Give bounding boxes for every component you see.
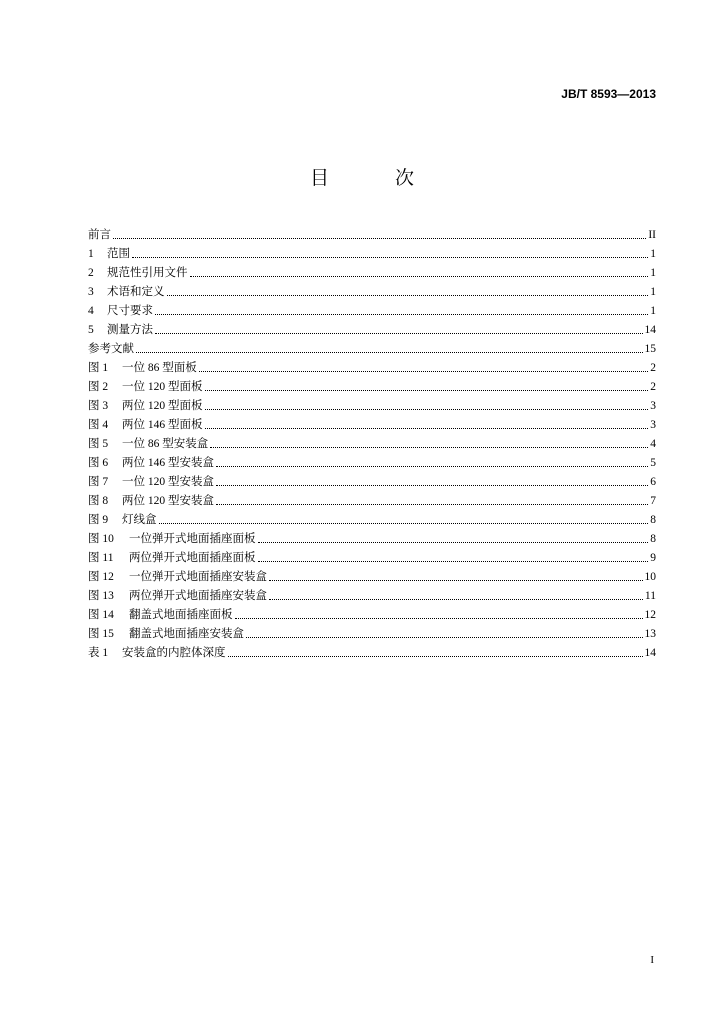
toc-entry-number: 图 15: [88, 628, 114, 640]
toc-entry-text: 一位 120 型面板: [122, 381, 203, 393]
toc-entry-label: [88, 362, 197, 375]
toc-entry-text: 尺寸要求: [107, 305, 153, 317]
toc-entry-text: 一位 120 型安装盒: [122, 476, 214, 488]
dot-leader: [269, 598, 643, 600]
toc-entry-page: 15: [644, 343, 656, 355]
toc-entry-label: [88, 590, 267, 603]
toc-entry-label: [88, 514, 157, 527]
toc-entry-page: 8: [650, 533, 656, 545]
dot-leader: [113, 237, 646, 239]
toc-entry-label: [88, 628, 244, 641]
toc-entry-label: [88, 248, 130, 261]
toc-entry-number: 图 10: [88, 533, 114, 545]
toc-entry-label: [88, 438, 208, 451]
toc-entry-page: 7: [650, 495, 656, 507]
toc-entry-label: [88, 647, 226, 660]
toc-entry-page: 5: [650, 457, 656, 469]
toc-entry-page: 6: [650, 476, 656, 488]
toc-entry-number: 图 12: [88, 571, 114, 583]
toc-entry[interactable]: [88, 261, 656, 280]
page-number: I: [650, 954, 654, 966]
dot-leader: [199, 370, 649, 372]
toc-entry-number: 图 6: [88, 457, 109, 469]
toc-entry-text: 术语和定义: [107, 286, 165, 298]
toc-entry-page: 13: [644, 628, 656, 640]
toc-entry-label: [88, 457, 214, 470]
toc-list: [88, 223, 656, 660]
toc-entry-page: 9: [650, 552, 656, 564]
toc-entry-label: [88, 286, 165, 299]
toc-entry-text: 测量方法: [107, 324, 153, 336]
toc-entry-text: 范围: [107, 248, 130, 260]
dot-leader: [258, 541, 649, 543]
toc-entry-label: [88, 476, 214, 489]
dot-leader: [246, 636, 643, 638]
toc-entry[interactable]: [88, 356, 656, 375]
toc-entry-page: 3: [650, 400, 656, 412]
toc-entry-page: 3: [650, 419, 656, 431]
toc-title: 目 次: [309, 167, 445, 189]
toc-entry-number: 图 8: [88, 495, 109, 507]
toc-entry-page: 4: [650, 438, 656, 450]
toc-entry-page: 1: [650, 267, 656, 279]
toc-entry-number: 1: [88, 248, 94, 260]
toc-entry[interactable]: [88, 299, 656, 318]
toc-entry[interactable]: [88, 527, 656, 546]
toc-entry-label: [88, 552, 256, 565]
toc-entry-page: 1: [650, 248, 656, 260]
toc-entry[interactable]: [88, 584, 656, 603]
toc-entry-number: 图 3: [88, 400, 109, 412]
toc-entry-number: 5: [88, 324, 94, 336]
toc-entry-text: 两位弹开式地面插座面板: [129, 552, 256, 564]
toc-entry-number: 图 2: [88, 381, 109, 393]
toc-entry-page: II: [648, 229, 656, 241]
toc-entry-text: 两位 146 型面板: [122, 419, 203, 431]
toc-entry[interactable]: [88, 432, 656, 451]
toc-entry-number: 图 9: [88, 514, 109, 526]
toc-entry-number: 2: [88, 267, 94, 279]
toc-entry-number: 图 13: [88, 590, 114, 602]
toc-entry[interactable]: [88, 223, 656, 242]
toc-entry-text: 一位 86 型安装盒: [122, 438, 209, 450]
dot-leader: [132, 256, 648, 258]
toc-entry-text: 前言: [88, 229, 111, 241]
toc-entry-text: 两位 146 型安装盒: [122, 457, 214, 469]
toc-entry-number: 图 5: [88, 438, 109, 450]
toc-entry-label: [88, 609, 233, 622]
standard-code: JB/T 8593—2013: [561, 87, 656, 101]
toc-entry-number: 表 1: [88, 647, 109, 659]
dot-leader: [167, 294, 649, 296]
toc-entry-number: 图 1: [88, 362, 109, 374]
toc-entry-number: 图 11: [88, 552, 114, 564]
toc-entry-label: [88, 229, 111, 242]
dot-leader: [155, 332, 643, 334]
dot-leader: [136, 351, 643, 353]
toc-entry-page: 14: [644, 324, 656, 336]
toc-entry-number: 图 14: [88, 609, 114, 621]
dot-leader: [269, 579, 643, 581]
toc-entry-text: 翻盖式地面插座安装盒: [129, 628, 244, 640]
toc-entry-text: 一位 86 型面板: [122, 362, 197, 374]
toc-entry-text: 一位弹开式地面插座面板: [129, 533, 256, 545]
toc-entry-text: 两位 120 型安装盒: [122, 495, 214, 507]
toc-entry[interactable]: [88, 470, 656, 489]
toc-entry-label: [88, 495, 214, 508]
toc-entry-number: 图 7: [88, 476, 109, 488]
toc-entry[interactable]: [88, 280, 656, 299]
toc-entry-text: 安装盒的内腔体深度: [122, 647, 226, 659]
dot-leader: [205, 427, 649, 429]
toc-entry-text: 灯线盒: [122, 514, 157, 526]
toc-entry-text: 两位弹开式地面插座安装盒: [129, 590, 267, 602]
toc-entry[interactable]: [88, 337, 656, 356]
toc-entry-label: [88, 343, 134, 356]
toc-entry-label: [88, 267, 188, 280]
toc-entry[interactable]: [88, 641, 656, 660]
dot-leader: [228, 655, 643, 657]
toc-entry-label: [88, 400, 203, 413]
dot-leader: [159, 522, 649, 524]
toc-entry-page: 1: [650, 305, 656, 317]
dot-leader: [216, 503, 648, 505]
toc-entry-text: 一位弹开式地面插座安装盒: [129, 571, 267, 583]
toc-entry-page: 1: [650, 286, 656, 298]
toc-entry-label: [88, 381, 203, 394]
toc-entry-page: 10: [644, 571, 656, 583]
toc-entry-page: 2: [650, 381, 656, 393]
dot-leader: [190, 275, 649, 277]
toc-entry-label: [88, 324, 153, 337]
dot-leader: [155, 313, 648, 315]
toc-entry[interactable]: [88, 622, 656, 641]
toc-entry[interactable]: [88, 375, 656, 394]
toc-entry[interactable]: [88, 565, 656, 584]
toc-entry-page: 12: [644, 609, 656, 621]
toc-entry-label: [88, 419, 203, 432]
dot-leader: [235, 617, 643, 619]
dot-leader: [205, 408, 649, 410]
toc-entry-number: 图 4: [88, 419, 109, 431]
toc-entry[interactable]: [88, 451, 656, 470]
toc-entry-text: 参考文献: [88, 343, 134, 355]
dot-leader: [210, 446, 648, 448]
dot-leader: [258, 560, 649, 562]
toc-entry-label: [88, 533, 256, 546]
toc-entry[interactable]: [88, 413, 656, 432]
toc-entry-page: 8: [650, 514, 656, 526]
toc-entry-page: 11: [644, 590, 656, 602]
toc-entry[interactable]: [88, 508, 656, 527]
toc-entry-label: [88, 305, 153, 318]
toc-entry-text: 翻盖式地面插座面板: [129, 609, 233, 621]
toc-entry-label: [88, 571, 267, 584]
dot-leader: [216, 465, 648, 467]
toc-entry[interactable]: [88, 318, 656, 337]
toc-entry-page: 14: [644, 647, 656, 659]
toc-entry-number: 3: [88, 286, 94, 298]
dot-leader: [205, 389, 649, 391]
toc-entry[interactable]: [88, 546, 656, 565]
toc-entry-page: 2: [650, 362, 656, 374]
toc-entry[interactable]: [88, 489, 656, 508]
toc-entry[interactable]: [88, 394, 656, 413]
toc-entry[interactable]: [88, 603, 656, 622]
toc-entry-text: 规范性引用文件: [107, 267, 188, 279]
dot-leader: [216, 484, 648, 486]
toc-entry[interactable]: [88, 242, 656, 261]
toc-entry-text: 两位 120 型面板: [122, 400, 203, 412]
toc-entry-number: 4: [88, 305, 94, 317]
